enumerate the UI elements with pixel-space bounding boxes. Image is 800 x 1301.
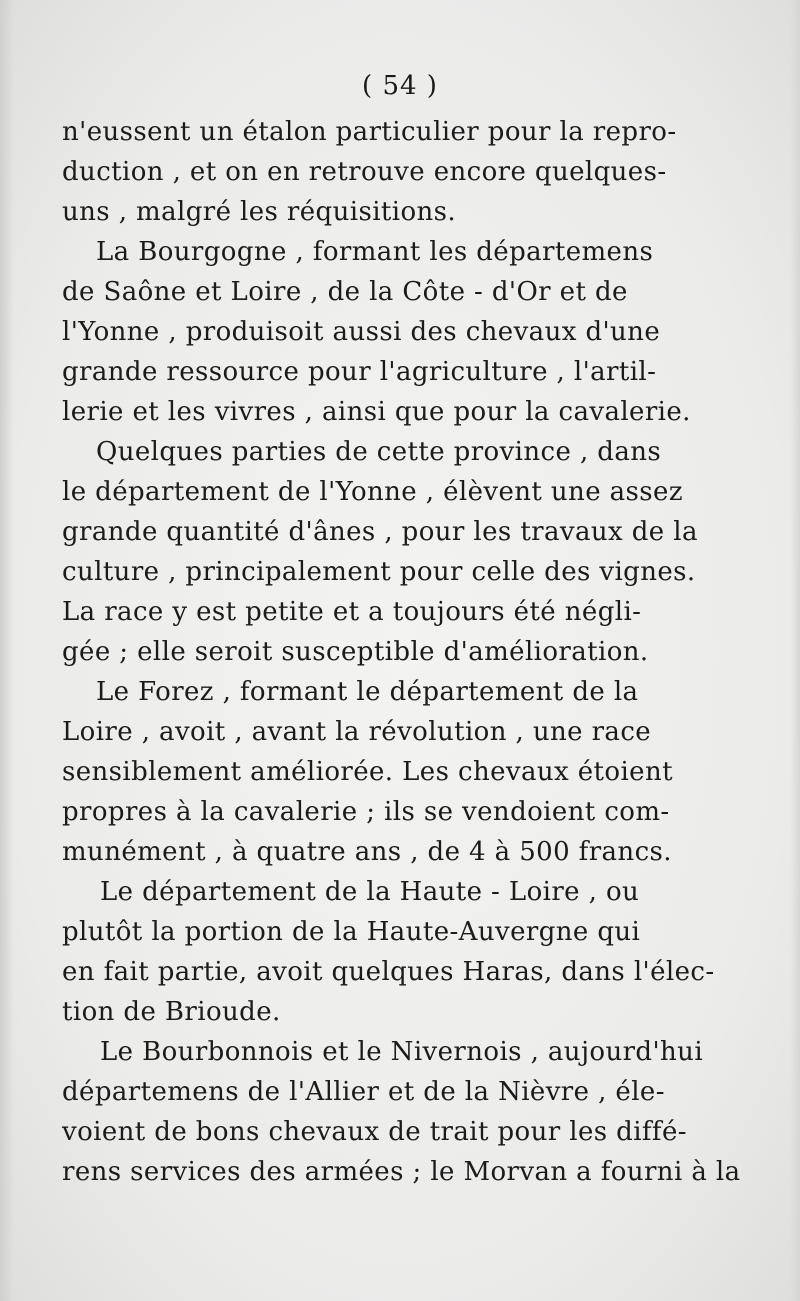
text-line: voient de bons chevaux de trait pour les diffé- [62, 1117, 687, 1147]
text-line: lerie et les vivres , ainsi que pour la cavalerie. [62, 397, 691, 427]
text-line: le département de l'Yonne , élèvent une assez [62, 477, 683, 507]
text-line: culture , principalement pour celle des vignes. [62, 557, 696, 587]
text-line: Le département de la Haute - Loire , ou [100, 877, 640, 907]
text-line: gée ; elle seroit susceptible d'amélioration. [62, 637, 649, 667]
text-line: sensiblement améliorée. Les chevaux étoient [62, 757, 673, 787]
text-line: Loire , avoit , avant la révolution , une race [62, 717, 652, 747]
page-edge-right [790, 0, 800, 1301]
text-line: grande quantité d'ânes , pour les travaux de la [62, 517, 698, 547]
text-line: La Bourgogne , formant les départemens [96, 237, 654, 267]
text-line: départemens de l'Allier et de la Nièvre , éle- [62, 1077, 665, 1107]
text-line: rens services des armées ; le Morvan a fourni à la [62, 1157, 741, 1187]
text-line: en fait partie, avoit quelques Haras, dans l'élec- [62, 957, 715, 987]
text-line: uns , malgré les réquisitions. [62, 197, 457, 227]
text-line: Le Bourbonnois et le Nivernois , aujourd'hui [100, 1037, 704, 1067]
text-line: propres à la cavalerie ; ils se vendoient com- [62, 797, 670, 827]
text-line: plutôt la portion de la Haute-Auvergne qui [62, 917, 641, 947]
page-number: ( 54 ) [362, 71, 438, 101]
text-line: La race y est petite et a toujours été négli- [62, 597, 642, 627]
text-line: n'eussent un étalon particulier pour la repro- [62, 117, 677, 147]
text-line: duction , et on en retrouve encore quelques- [62, 157, 667, 187]
page-edge-left [0, 0, 14, 1301]
text-line: munément , à quatre ans , de 4 à 500 francs. [62, 837, 672, 867]
text-line: tion de Brioude. [62, 997, 281, 1027]
text-line: Le Forez , formant le département de la [96, 677, 639, 707]
text-line: de Saône et Loire , de la Côte - d'Or et de [62, 277, 628, 307]
text-line: l'Yonne , produisoit aussi des chevaux d'une [62, 317, 661, 347]
text-line: grande ressource pour l'agriculture , l'artil- [62, 357, 657, 387]
text-line: Quelques parties de cette province , dans [96, 437, 662, 467]
